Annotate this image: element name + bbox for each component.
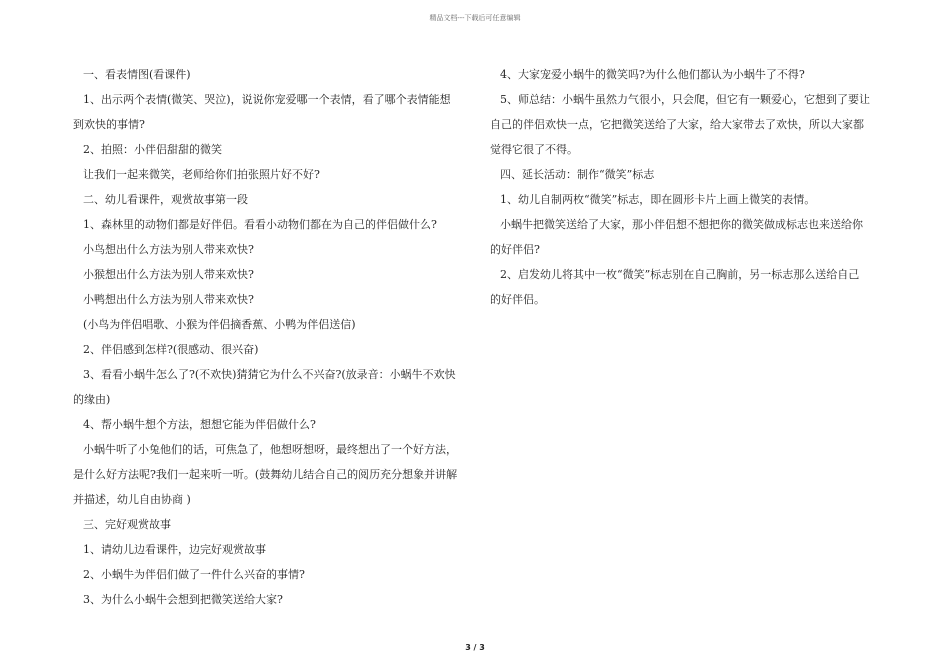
left-column [73,62,469,612]
paragraph-line: 觉得它很了不得。 [490,143,578,156]
heading-1: 一、看表情图(看课件) [83,68,191,81]
paragraph-line: 3、为什么小蜗牛会想到把微笑送给大家? [83,593,283,606]
paragraph-line: 5、师总结：小蜗牛虽然力气很小，只会爬，但它有一颗爱心，它想到了要让 [500,93,870,106]
paragraph-line: 2、拍照：小伴侣甜甜的微笑 [83,143,222,156]
paragraph-line: 自己的伴侣欢快一点，它把微笑送给了大家，给大家带去了欢快，所以大家都 [490,118,864,131]
paragraph-line: (小鸟为伴侣唱歌、小猴为伴侣摘香蕉、小鸭为伴侣送信) [83,318,356,331]
paragraph-line: 1、幼儿自制两枚“微笑”标志，即在圆形卡片上画上微笑的表情。 [500,193,816,206]
page-header: 精品文档---下载后可任意编辑 [429,14,521,22]
paragraph-line: 1、森林里的动物们都是好伴侣。看看小动物们都在为自己的伴侣做什么? [83,218,437,231]
paragraph-line: 4、帮小蜗牛想个方法，想想它能为伴侣做什么? [83,418,316,431]
paragraph-line: 小鸭想出什么方法为别人带来欢快? [83,293,254,306]
paragraph-line: 到欢快的事情? [73,118,145,131]
paragraph-line: 4、大家宠爱小蜗牛的微笑吗?为什么他们都认为小蜗牛了不得? [500,68,805,81]
paragraph-line: 2、小蜗牛为伴侣们做了一件什么兴奋的事情? [83,568,305,581]
right-column [490,62,878,312]
paragraph-line: 3、看看小蜗牛怎么了?(不欢快)猜猜它为什么不兴奋?(放录音：小蜗牛不欢快 [83,368,456,381]
paragraph-line: 小猴想出什么方法为别人带来欢快? [83,268,254,281]
paragraph-line: 1、请幼儿边看课件，边完好观赏故事 [83,543,266,556]
heading-4: 四、延长活动：制作“微笑”标志 [500,168,655,181]
paragraph-line: 2、伴侣感到怎样?(很感动、很兴奋) [83,343,259,356]
paragraph-line: 1、出示两个表情(微笑、哭泣)，说说你宠爱哪一个表情，看了哪个表情能想 [83,93,451,106]
paragraph-line: 小鸟想出什么方法为别人带来欢快? [83,243,254,256]
paragraph-line: 的缘由) [73,393,111,406]
paragraph-line: 让我们一起来微笑，老师给你们拍张照片好不好? [83,168,320,181]
paragraph-line: 2、启发幼儿将其中一枚“微笑”标志别在自己胸前，另一标志那么送给自己 [500,268,860,281]
paragraph-line: 是什么好方法呢?我们一起来听一听。(鼓舞幼儿结合自己的阅历充分想象并讲解 [73,468,458,481]
heading-2: 二、幼儿看课件，观赏故事第一段 [83,193,248,206]
paragraph-line: 的好伴侣。 [490,293,545,306]
heading-3: 三、完好观赏故事 [83,518,171,531]
paragraph-line: 小蜗牛把微笑送给了大家，那小伴侣想不想把你的微笑做成标志也来送给你 [500,218,863,231]
page-number: 3 / 3 [465,643,485,652]
paragraph-line: 并描述，幼儿自由协商 ) [73,493,191,506]
paragraph-line: 小蜗牛听了小兔他们的话，可焦急了，他想呀想呀，最终想出了一个好方法， [83,443,457,456]
paragraph-line: 的好伴侣? [490,243,540,256]
